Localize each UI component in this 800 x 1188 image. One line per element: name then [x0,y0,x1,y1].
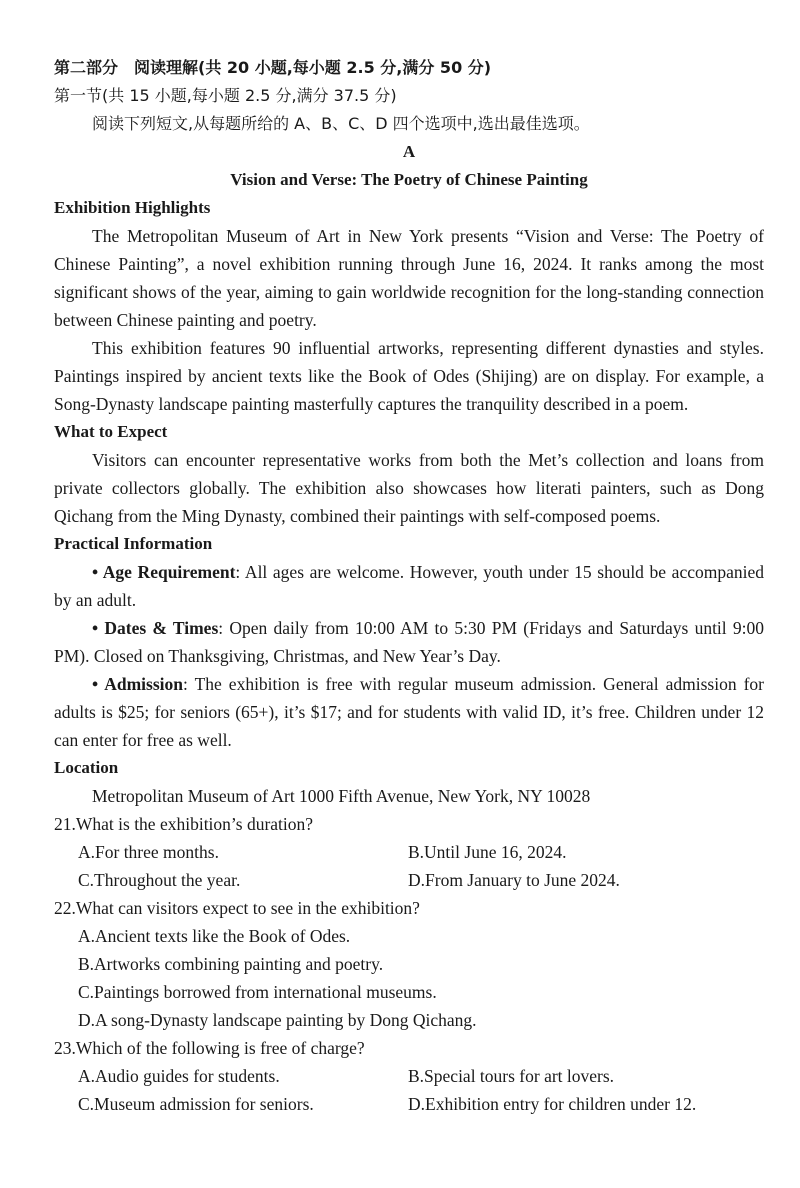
option: A.Audio guides for students. [78,1066,280,1086]
option: D.From January to June 2024. [408,870,620,890]
option: A.For three months. [78,842,219,862]
option-row [54,1006,764,1034]
bullet-label: • Age Requirement [92,562,236,582]
option-row [54,1090,764,1118]
bullet-text: : The exhibition is free with regular museum admission. General admission for adults is $25; for seniors (65+), it’s $17; and for students with valid ID, it’s free. Children under 12 can enter for free as well. [54,674,765,750]
instruction-text: 阅读下列短文,从每题所给的 A、B、C、D 四个选项中,选出最佳选项。 [92,114,590,133]
option-row [54,922,764,950]
exam-page [54,54,764,1118]
option: B.Until June 16, 2024. [408,842,567,862]
paragraph: Visitors can encounter representative works from both the Met’s collection and loans from private collectors globally. The exhibition also showcases how literati painters, such as Dong Qichang from the Ming Dynasty, combined their paintings with self-composed poems. [54,450,764,526]
bullet-label: • Admission [92,674,183,694]
bullet-text: : All ages are welcome. However, youth under 15 should be accompanied by an adult. [54,562,764,610]
section-heading: 第一节(共 15 小题,每小题 2.5 分,满分 37.5 分) [54,86,397,105]
part-heading: 第二部分 阅读理解(共 20 小题,每小题 2.5 分,满分 50 分) [54,58,492,77]
option: B.Special tours for art lovers. [408,1066,615,1086]
option: D.Exhibition entry for children under 12. [408,1094,697,1114]
option-row [54,866,764,894]
passage-label: A [402,142,416,161]
location-address: Metropolitan Museum of Art 1000 Fifth Avenue, New York, NY 10028 [92,786,591,806]
bullet-label: • Dates & Times [92,618,219,638]
option: C.Throughout the year. [78,870,241,890]
section-heading-location: Location [54,758,119,777]
section-heading-expect: What to Expect [54,422,168,441]
bullet-age [54,558,764,614]
option: D.A song-Dynasty landscape painting by Dong Qichang. [78,1010,477,1030]
option-row [54,950,764,978]
bullet-text: : Open daily from 10:00 AM to 5:30 PM (Fridays and Saturdays until 9:00 PM). Closed on Thanksgiving, Christmas, and New Year’s Day. [54,618,764,666]
paragraph: This exhibition features 90 influential artworks, representing different dynasties and styles. Paintings inspired by ancient texts like the Book of Odes (Shijing) are on display. For example, a Song-Dynasty landscape painting masterfully captures the tranquility described in a poem. [54,338,764,414]
passage-title: Vision and Verse: The Poetry of Chinese Painting [230,170,588,189]
question-stem: 23.Which of the following is free of charge? [54,1038,365,1058]
question-stem: 22.What can visitors expect to see in the exhibition? [54,898,420,918]
option: C.Paintings borrowed from international museums. [78,982,437,1002]
section-heading-practical: Practical Information [54,534,213,553]
paragraph: The Metropolitan Museum of Art in New York presents “Vision and Verse: The Poetry of Chinese Painting”, a novel exhibition running through June 16, 2024. It ranks among the most significant shows of the year, aiming to gain worldwide recognition for the long-standing connection between Chinese painting and poetry. [54,226,764,330]
option: C.Museum admission for seniors. [78,1094,314,1114]
bullet-admission [54,670,764,754]
option: B.Artworks combining painting and poetry. [78,954,384,974]
option-row [54,1062,764,1090]
option-row [54,978,764,1006]
option-row [54,838,764,866]
bullet-dates [54,614,764,670]
section-heading-highlights: Exhibition Highlights [54,198,211,217]
option: A.Ancient texts like the Book of Odes. [78,926,351,946]
question-stem: 21.What is the exhibition’s duration? [54,814,314,834]
